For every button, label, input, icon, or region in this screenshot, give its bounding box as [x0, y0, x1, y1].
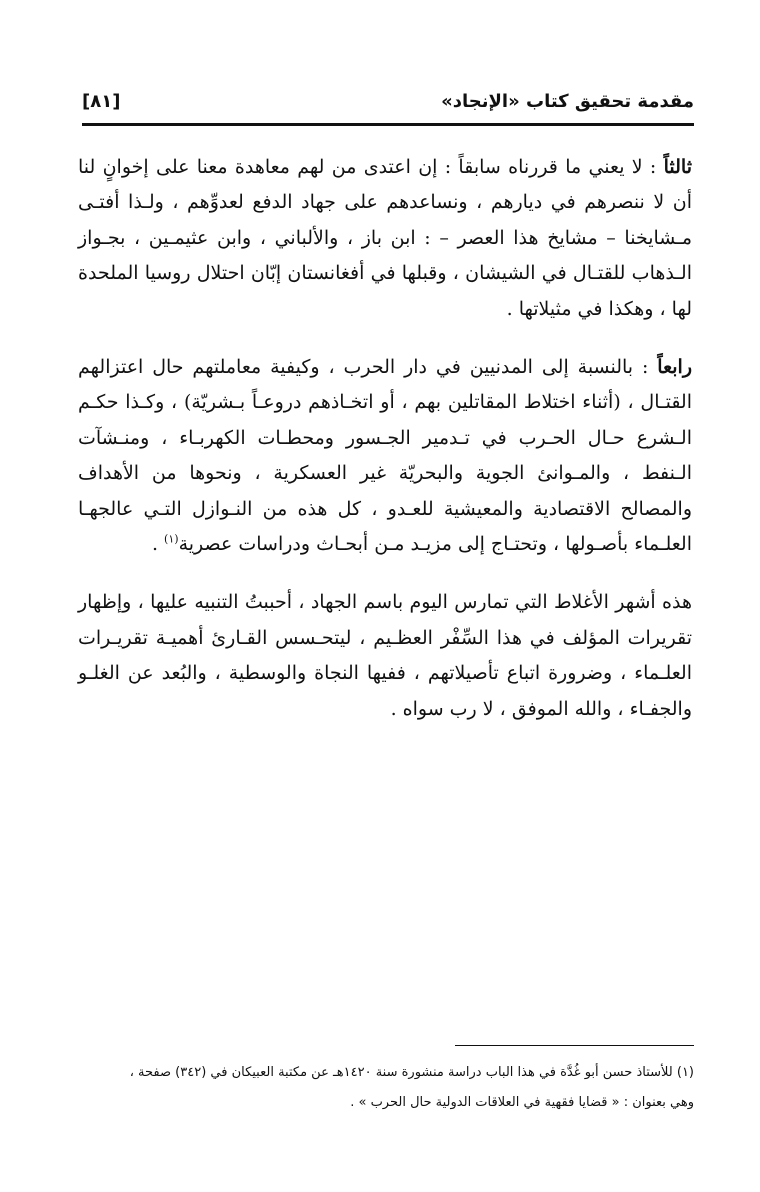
header-divider — [82, 123, 694, 126]
paragraph-tail: . — [151, 533, 165, 556]
paragraph-lead: ثالثاً — [663, 156, 692, 178]
header-title: مقدمة تحقيق كتاب «الإنجاد» — [441, 90, 694, 112]
paragraph-body: هذه أشهر الأغلاط التي تمارس اليوم باسم الجهاد ، أحببتُ التنبيه عليها ، وإظهار تقريرات المؤلف في هذا السِّفْر العظـيم ، ليتحـسس القـارئ أهميـة تقريـرات العلـماء ، وضرورة اتباع تأصيلاتهم ، ففيها النجاة والوسطية ، والبُعد عن الغلـو والجفـاء ، والله الموفق ، لا رب سواه . — [78, 591, 692, 720]
paragraph-body: : بالنسبة إلى المدنيين في دار الحرب ، وكيفية معاملتهم حال اعتزالهم القتـال ، (أثناء اختلاط المقاتلين بهم ، أو اتخـاذهم دروعـاً بـشريّة) ، وكـذا حكـم الـشرع حـال الحـرب في تـدمير الجـسور ومحطـات الكهربـاء ، ومنـشآت الـنفط ، والمـوانئ الجوية والبحريّة غير العسكرية ، ونحوها من الأهداف والمصالح الاقتصادية والمعيشية للعـدو ، كل هذه من النـوازل التـي عالجهـا العلـماء بأصـولها ، وتحتـاج إلى مزيـد مـن أبحـاث ودراسات عصرية — [78, 356, 692, 556]
paragraph-fourth — [78, 350, 692, 562]
paragraph-closing — [78, 585, 692, 727]
footnote-block — [70, 1058, 694, 1118]
main-text — [78, 150, 692, 750]
footnote-line: (١) للأستاذ حسن أبو غُدَّة في هذا الباب دراسة منشورة سنة ١٤٢٠هـ عن مكتبة العبيكان في (٣٤٢) صفحة ، — [129, 1065, 694, 1080]
running-header — [82, 84, 694, 118]
page-number: [٨١] — [82, 90, 121, 112]
paragraph-third — [78, 150, 692, 327]
footnote-divider — [455, 1045, 694, 1046]
footnote-line: وهي بعنوان : « قضايا فقهية في العلاقات الدولية حال الحرب » . — [350, 1095, 694, 1110]
paragraph-lead: رابعاً — [657, 356, 692, 379]
paragraph-body: : لا يعني ما قررناه سابقاً : إن اعتدى من لهم معاهدة معنا على إخوانٍ لنا أن لا ننصرهم في ديارهم ، ونساعدهم على جهاد الدفع لعدوِّهم ، ولـذا أفتـى مـشايخنا – مشايخ هذا العصر – : ابن باز ، والألباني ، وابن عثيمـين ، بجـواز الـذهاب للقتـال في الشيشان ، وقبلها في أفغانستان إبّان احتلال روسيا الملحدة لها ، وهكذا في مثيلاتها . — [78, 156, 692, 320]
footnote-reference[interactable]: (١) — [164, 532, 179, 546]
